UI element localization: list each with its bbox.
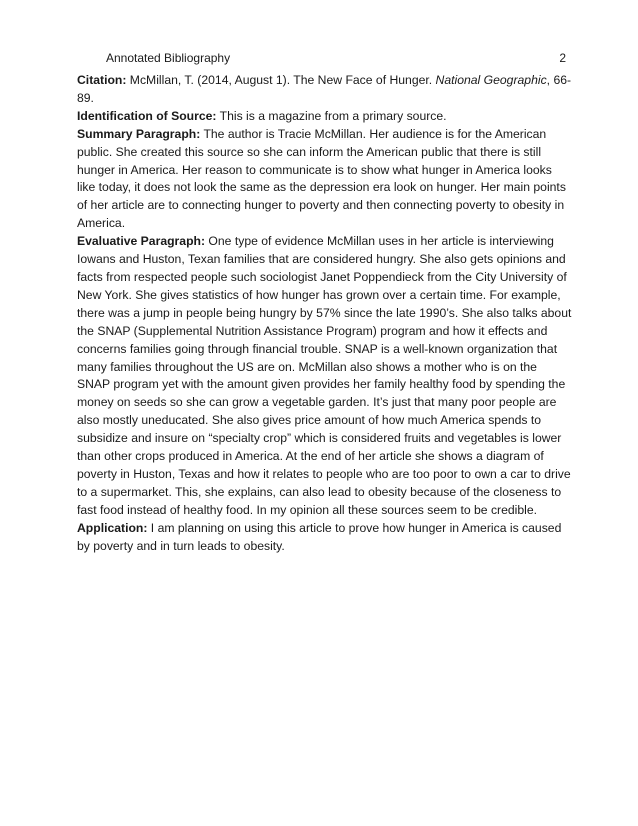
citation-text-before: McMillan, T. (2014, August 1). The New Face of Hunger. [126,73,436,87]
application-text: I am planning on using this article to prove how hunger in America is caused by poverty and in turn leads to obesity. [77,520,562,553]
citation-paragraph [77,72,573,108]
document-body [77,72,573,555]
identification-paragraph [77,108,573,126]
evaluative-paragraph [77,233,573,520]
evaluative-text: One type of evidence McMillan uses in her article is interviewing Iowans and Huston, Texan families that are considered hungry. She also gets opinions and facts from respected people such sociologist Janet Poppendieck from the City University of New York. She gives statistics of how hunger has grown over a certain time. For example, there was a jump in people being hungry by 57% since the late 1990’s. She also talks about the SNAP (Supplemental Nutrition Assistance Program) program and how it effects and concerns families going through financial trouble. SNAP is a well-known organization that many families throughout the US are on. McMillan also shows a mother who is on the SNAP program yet with the amount given provides her family healthy food by spending the money on seeds so she can grow a vegetable garden. It’s just that many poor people are also mostly uneducated. She also gives price amount of how much America spends to subsidize and insure on “specialty crop” which is considered fruits and vegetables is lower than other crops produced in America. At the end of her article she shows a diagram of poverty in Huston, Texas and how it relates to people who are too poor to own a car to drive to a supermarket. This, she explains, can also lead to obesity because of the closeness to fast food instead of healthy food. In my opinion all these sources seem to be credible. [77,234,572,517]
identification-text: This is a magazine from a primary source. [216,108,447,123]
citation-label: Citation: [77,73,127,87]
evaluative-label: Evaluative Paragraph: [77,234,206,249]
page-number: 2 [559,51,566,65]
application-paragraph [77,520,573,556]
summary-text: The author is Tracie McMillan. Her audience is for the American public. She created this source so she can inform the American public that there is still hunger in America. Her reason to communicate is to show what hunger in America looks like today, it does not look the same as the depression era look on hunger. Her main points of her article are to connecting hunger to poverty and then connecting poverty to obesity in America. [77,126,566,231]
running-header [106,50,566,66]
header-title: Annotated Bibliography [106,51,231,65]
summary-label: Summary Paragraph: [77,126,201,141]
summary-paragraph [77,126,573,233]
application-label: Application: [77,520,148,535]
identification-label: Identification of Source: [77,108,217,123]
citation-journal: National Geographic [435,73,547,87]
citation-text-after: , 66-89. [77,73,572,105]
